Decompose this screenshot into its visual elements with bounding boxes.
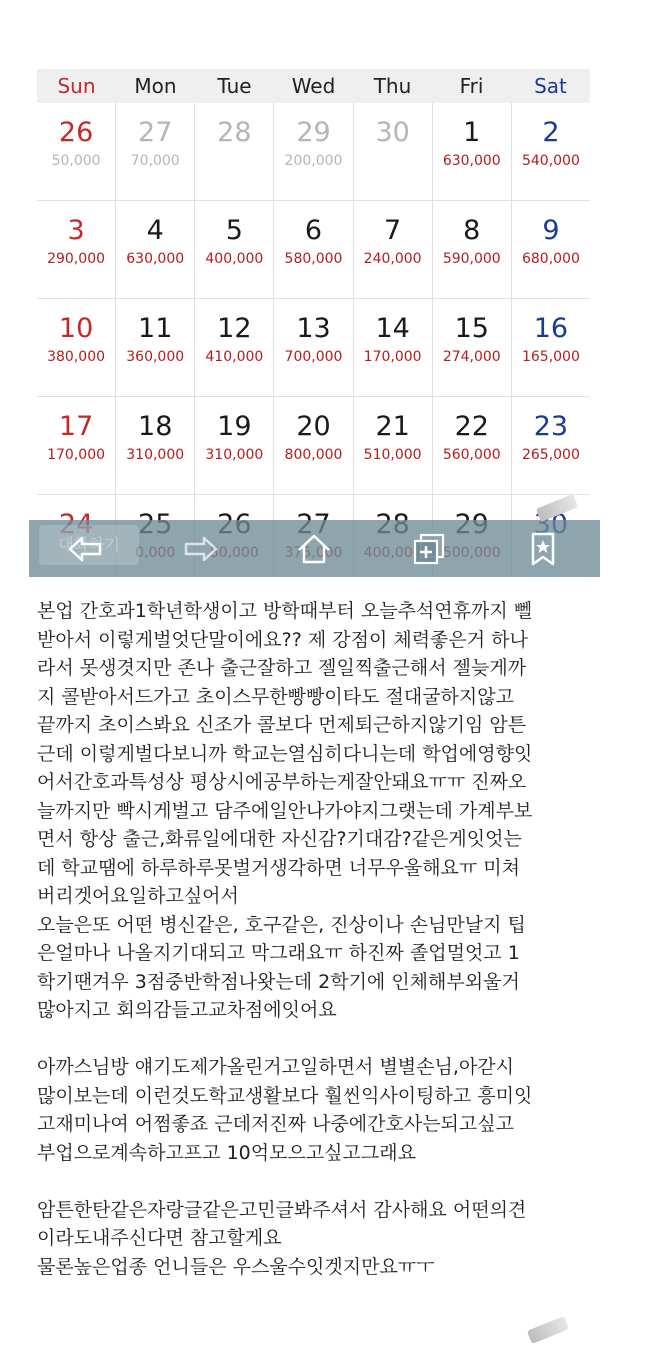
day-amount: 590,000 bbox=[442, 251, 501, 267]
calendar-day-cell[interactable] bbox=[433, 201, 511, 298]
calendar-day-cell[interactable] bbox=[274, 201, 352, 298]
day-amount: 265,000 bbox=[521, 447, 580, 463]
paragraph-gap bbox=[37, 1167, 597, 1196]
day-amount: 290,000 bbox=[47, 251, 106, 267]
day-number: 17 bbox=[58, 411, 94, 442]
post-body bbox=[37, 597, 597, 1281]
day-amount: 580,000 bbox=[284, 251, 343, 267]
calendar-day-cell[interactable] bbox=[37, 299, 115, 396]
text-line: 은얼마나 나올지기대되고 막그래요ㅠ 하진짜 졸업멀엇고 1 bbox=[37, 942, 520, 964]
calendar-day-cell[interactable] bbox=[433, 299, 511, 396]
day-number: 20 bbox=[296, 411, 331, 442]
day-number: 1 bbox=[463, 117, 481, 148]
text-line: 고재미나여 어쩜좋죠 근데저진짜 나중에간호사는되고싶고 bbox=[37, 1113, 514, 1135]
text-line: 아까스님방 얘기도제가올린거고일하면서 별별손님,아갇시 bbox=[37, 1056, 514, 1078]
day-amount: 50,000 bbox=[51, 153, 101, 169]
calendar-day-cell[interactable] bbox=[116, 201, 194, 298]
day-amount: 630,000 bbox=[442, 153, 501, 169]
day-amount: 274,000 bbox=[442, 349, 501, 365]
weekday-thu: Thu bbox=[373, 74, 412, 98]
text-line: 근데 이렇게벌다보니까 학교는열심히다니는데 학업에영향잇 bbox=[37, 742, 533, 765]
day-number: 23 bbox=[533, 411, 569, 442]
text-line: 어서간호과특성상 평상시에공부하는게잘안돼요ㅠㅠ 진짜오 bbox=[37, 771, 527, 793]
calendar-day-cell[interactable] bbox=[354, 201, 432, 298]
day-amount: 310,000 bbox=[205, 447, 264, 463]
weekday-sat: Sat bbox=[534, 74, 567, 98]
calendar-day-cell[interactable] bbox=[195, 397, 273, 494]
day-amount: 410,000 bbox=[205, 349, 264, 365]
day-number: 30 bbox=[375, 117, 410, 148]
browser-toolbar bbox=[29, 520, 600, 577]
day-amount: 540,000 bbox=[521, 153, 580, 169]
day-amount: 510,000 bbox=[363, 447, 422, 463]
day-number: 11 bbox=[138, 313, 173, 344]
paragraph-gap bbox=[37, 1025, 597, 1054]
calendar-day-cell[interactable] bbox=[512, 103, 590, 200]
day-number: 6 bbox=[304, 215, 323, 246]
day-number: 2 bbox=[542, 117, 560, 148]
calendar-day-cell[interactable] bbox=[274, 397, 352, 494]
calendar-day-cell[interactable] bbox=[116, 397, 194, 494]
day-number: 18 bbox=[138, 411, 173, 442]
new-window-button[interactable] bbox=[405, 525, 453, 573]
day-amount: 800,000 bbox=[284, 447, 343, 463]
calendar-grid bbox=[37, 103, 590, 577]
text-line: 오늘은또 어떤 병신같은, 호구같은, 진상이나 손님만날지 팁 bbox=[37, 913, 526, 936]
day-amount: 630,000 bbox=[126, 251, 185, 267]
day-number: 21 bbox=[375, 411, 410, 442]
calendar-day-cell[interactable] bbox=[512, 201, 590, 298]
day-number: 5 bbox=[225, 215, 243, 246]
day-number: 28 bbox=[217, 117, 252, 148]
day-amount: 70,000 bbox=[130, 153, 180, 169]
calendar bbox=[37, 69, 590, 577]
home-button[interactable] bbox=[290, 525, 338, 573]
bookmark-button[interactable] bbox=[519, 525, 567, 573]
day-amount: 680,000 bbox=[521, 251, 580, 267]
calendar-day-cell[interactable] bbox=[37, 397, 115, 494]
text-line: 늘까지만 빡시게벌고 담주에일안나가야지그랫는데 가계부보 bbox=[37, 799, 533, 822]
pencil-icon bbox=[527, 1316, 569, 1344]
day-number: 26 bbox=[58, 117, 94, 148]
calendar-day-cell[interactable] bbox=[37, 201, 115, 298]
day-number: 13 bbox=[296, 313, 331, 344]
calendar-day-cell[interactable] bbox=[433, 397, 511, 494]
day-number: 14 bbox=[375, 313, 410, 344]
text-line: 많이보는데 이런것도학교생활보다 훨씬익사이팅하고 흥미잇 bbox=[37, 1084, 533, 1107]
weekday-header bbox=[37, 69, 590, 103]
calendar-day-cell[interactable] bbox=[274, 299, 352, 396]
calendar-day-cell[interactable] bbox=[37, 103, 115, 200]
new-window-icon bbox=[409, 529, 449, 569]
text-line: 많아지고 회의감들고교차점에잇어요 bbox=[37, 999, 337, 1021]
day-amount: 360,000 bbox=[126, 349, 185, 365]
text-line: 데 학교땜에 하루하루못벌거생각하면 너무우울해요ㅠ 미쳐 bbox=[37, 856, 521, 879]
forward-button[interactable] bbox=[176, 525, 224, 573]
calendar-day-cell[interactable] bbox=[512, 397, 590, 494]
day-amount: 170,000 bbox=[363, 349, 422, 365]
text-line: 버리겟어요일하고싶어서 bbox=[37, 885, 239, 907]
text-line: 학기땐겨우 3점중반학점나왓는데 2학기에 인체해부외울거 bbox=[37, 970, 520, 993]
weekday-wed: Wed bbox=[291, 74, 336, 98]
text-line: 이라도내주신다면 참고할게요 bbox=[37, 1227, 282, 1249]
calendar-day-cell[interactable] bbox=[354, 299, 432, 396]
day-amount: 200,000 bbox=[284, 153, 343, 169]
text-line: 암튼한탄같은자랑글같은고민글봐주셔서 감사해요 어떤의견 bbox=[37, 1198, 527, 1221]
day-number: 10 bbox=[58, 313, 94, 344]
day-amount: 700,000 bbox=[284, 349, 343, 365]
calendar-day-cell[interactable] bbox=[354, 397, 432, 494]
day-number: 4 bbox=[146, 215, 164, 246]
calendar-day-cell[interactable] bbox=[195, 299, 273, 396]
day-number: 3 bbox=[67, 215, 85, 246]
day-number: 19 bbox=[217, 411, 252, 442]
text-line: 본업 간호과1학년학생이고 방학때부터 오늘추석연휴까지 뻴 bbox=[37, 600, 533, 622]
day-number: 9 bbox=[542, 215, 560, 246]
text-line: 끝까지 초이스봐요 신조가 콜보다 먼제퇴근하지않기임 암튼 bbox=[37, 714, 527, 736]
day-amount: 170,000 bbox=[47, 447, 106, 463]
calendar-day-cell[interactable] bbox=[512, 299, 590, 396]
day-number: 12 bbox=[217, 313, 252, 344]
text-line: 라서 못생겻지만 존나 출근잘하고 젤일찍출근해서 젤늦게까 bbox=[37, 657, 527, 679]
text-line: 면서 항상 출근,화류일에대한 자신감?기대감?같은게잇엇는 bbox=[37, 828, 522, 850]
day-number: 15 bbox=[454, 313, 489, 344]
day-number: 29 bbox=[296, 117, 331, 148]
weekday-tue: Tue bbox=[217, 74, 252, 98]
calendar-day-cell[interactable] bbox=[354, 103, 432, 200]
text-line: 받아서 이렇게벌엇단말이에요?? 제 강점이 체력좋은거 하나 bbox=[37, 628, 528, 651]
chat-button[interactable]: 대화하기 bbox=[39, 525, 139, 565]
day-number: 7 bbox=[384, 215, 402, 246]
text-line: 지 콜받아서드가고 초이스무한빵빵이타도 절대굴하지않고 bbox=[37, 685, 514, 708]
calendar-day-cell[interactable] bbox=[433, 103, 511, 200]
bookmark-icon bbox=[523, 529, 563, 569]
day-amount: 560,000 bbox=[442, 447, 501, 463]
weekday-fri: Fri bbox=[459, 74, 484, 98]
day-amount: 240,000 bbox=[363, 251, 422, 267]
day-amount: 165,000 bbox=[521, 349, 580, 365]
day-number: 8 bbox=[463, 215, 481, 246]
day-amount: 400,000 bbox=[205, 251, 264, 267]
day-amount: 380,000 bbox=[47, 349, 106, 365]
calendar-day-cell[interactable] bbox=[116, 103, 194, 200]
calendar-day-cell[interactable] bbox=[195, 201, 273, 298]
day-number: 22 bbox=[454, 411, 489, 442]
forward-arrow-icon bbox=[180, 529, 220, 569]
weekday-mon: Mon bbox=[134, 74, 177, 98]
home-icon bbox=[294, 529, 334, 569]
calendar-day-cell[interactable] bbox=[274, 103, 352, 200]
weekday-sun: Sun bbox=[57, 74, 96, 98]
day-number: 16 bbox=[533, 313, 569, 344]
text-line: 물론높은업종 언니들은 우스울수잇겟지만요ㅠㅜ bbox=[37, 1255, 435, 1278]
day-number: 27 bbox=[138, 117, 173, 148]
day-amount: 310,000 bbox=[126, 447, 185, 463]
calendar-day-cell[interactable] bbox=[195, 103, 273, 200]
calendar-day-cell[interactable] bbox=[116, 299, 194, 396]
text-line: 부업으로계속하고프고 10억모으고싶고그래요 bbox=[37, 1141, 416, 1164]
